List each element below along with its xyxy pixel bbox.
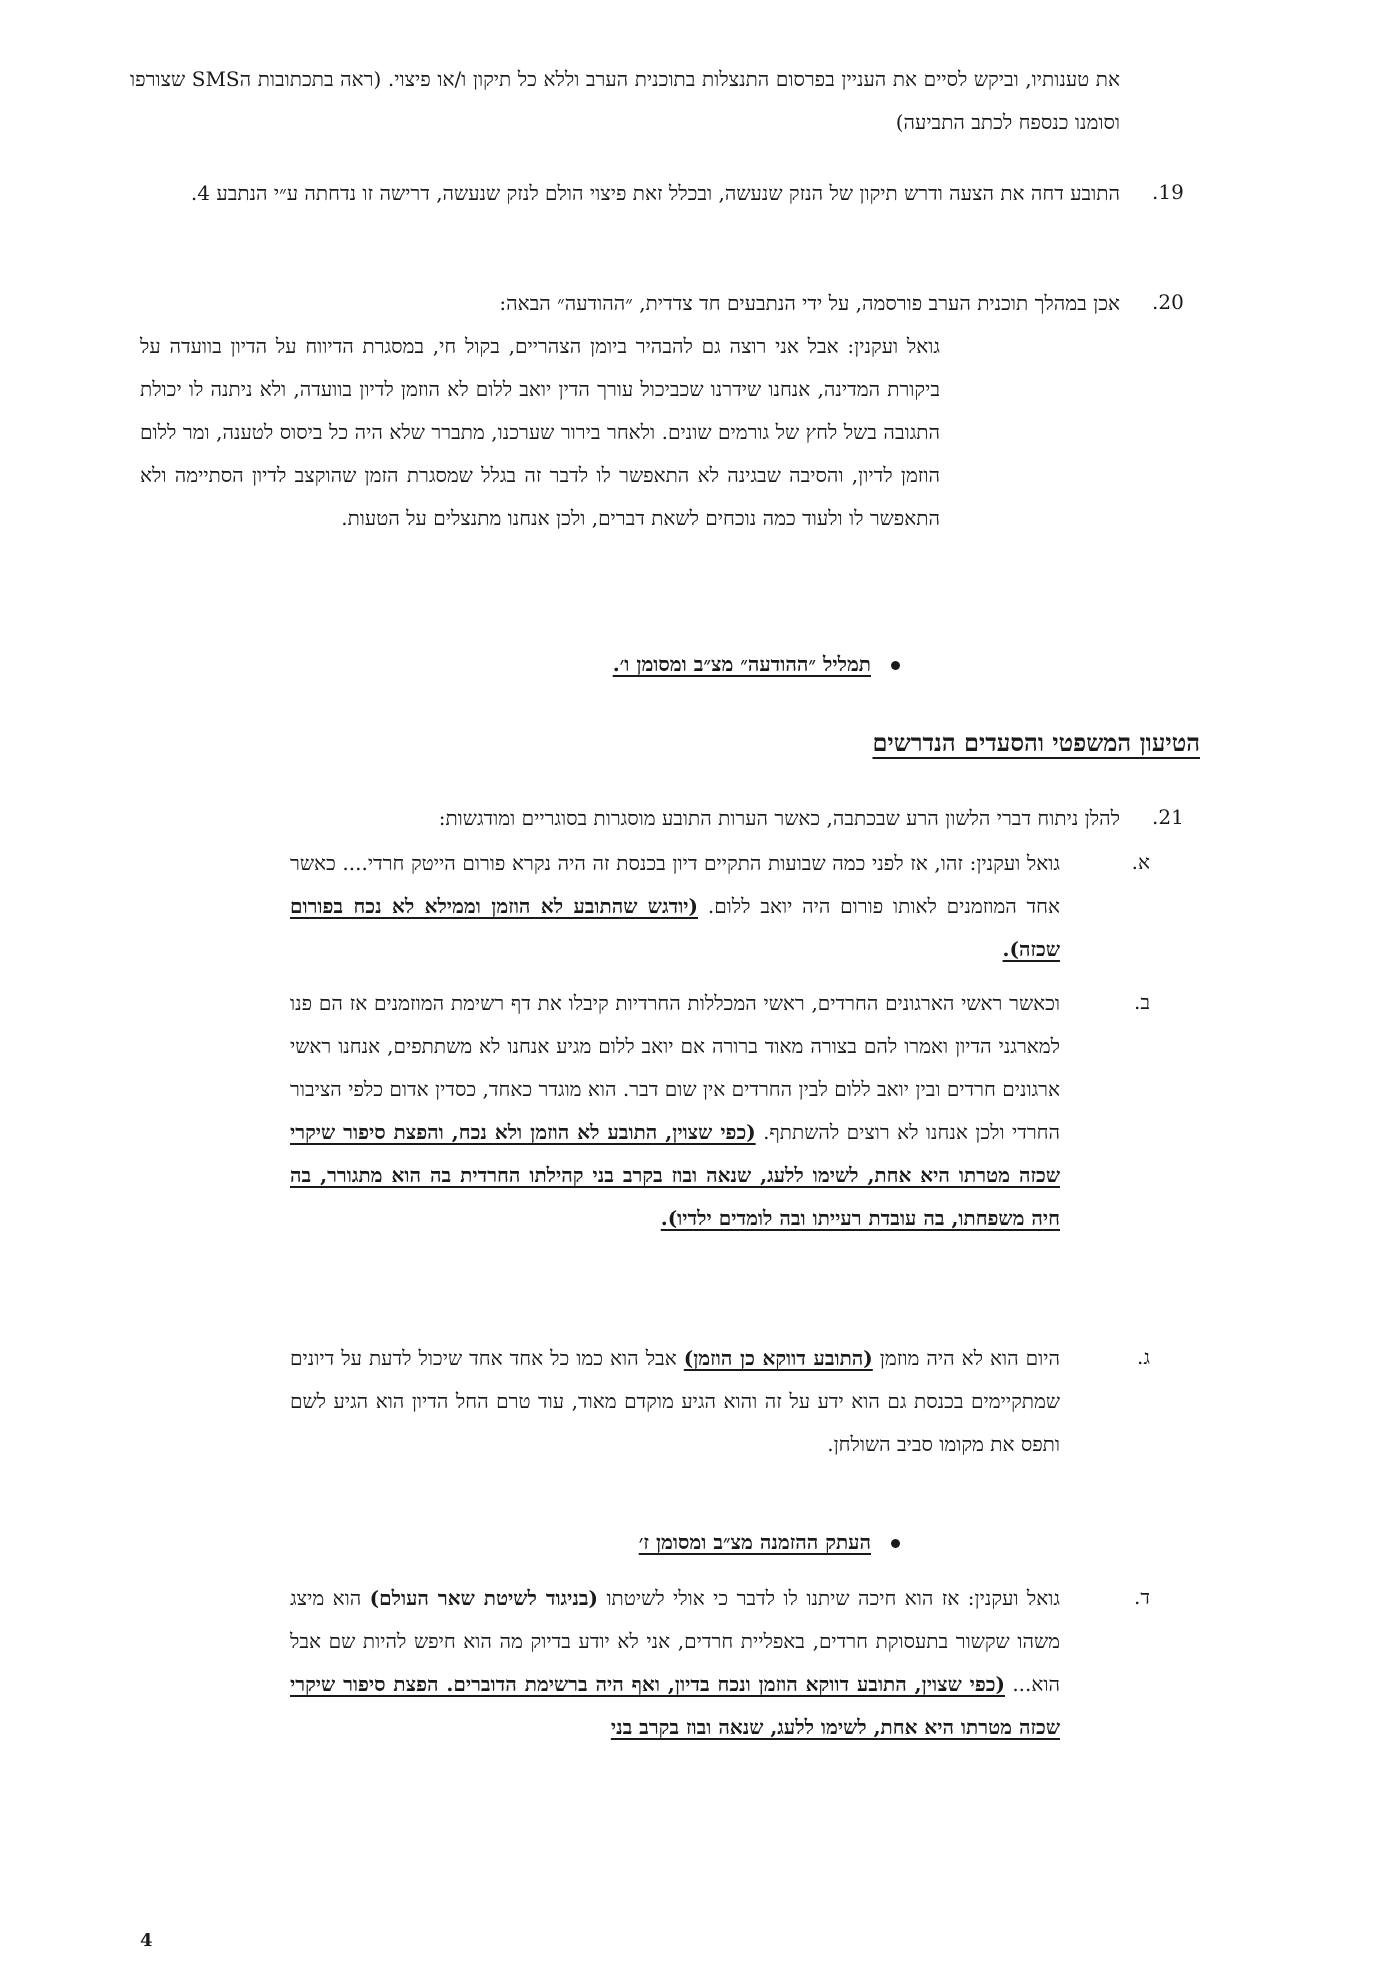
paragraph-19 bbox=[130, 172, 1120, 215]
paragraph-19-text: התובע דחה את הצעה ודרש תיקון של הנזק שנעשה, ובכלל זאת פיצוי הולם לנזק שנעשה, דרישה זו נדחתה ע״י הנתבע 4. bbox=[190, 181, 1120, 205]
bullet-invitation bbox=[639, 1530, 900, 1555]
sub-item-d bbox=[290, 1577, 1060, 1749]
sub-c-text-before: היום הוא לא היה מוזמן bbox=[879, 1346, 1060, 1370]
sub-a-emphasis: (יודגש שהתובע לא הוזמן וממילא לא נכח בפורום שכזה). bbox=[290, 894, 1060, 961]
paragraph-20-text: אכן במהלך תוכנית הערב פורסמה, על ידי הנתבעים חד צדדית, ״ההודעה״ הבאה: bbox=[499, 291, 1120, 315]
bullet-transcript bbox=[613, 652, 900, 677]
sub-a-text: גואל ועקנין: זהו, אז לפני כמה שבועות התקיים דיון בכנסת זה היה נקרא פורום הייטק חרדי.... כאשר אחד המוזמנים לאותו פורום היה יואב ללום. bbox=[290, 851, 1061, 918]
sub-letter-a: א. bbox=[1131, 850, 1150, 874]
section-heading: הטיעון המשפטי והסעדים הנדרשים bbox=[872, 728, 1200, 757]
sub-item-c bbox=[290, 1337, 1060, 1466]
sub-letter-b: ב. bbox=[1134, 990, 1150, 1014]
page-number: 4 bbox=[140, 1930, 153, 1951]
bullet-transcript-text: תמליל ״ההודעה״ מצ״ב ומסומן ו׳. bbox=[612, 652, 871, 676]
paragraph-number-19: .19 bbox=[1152, 180, 1184, 204]
sub-d-text-before: גואל ועקנין: אז הוא חיכה שיתנו לו לדבר כי אולי לשיטתו bbox=[606, 1586, 1060, 1610]
bullet-dot bbox=[891, 661, 900, 670]
sub-c-emphasis: (התובע דווקא כן הוזמן) bbox=[683, 1346, 873, 1370]
bullet-dot bbox=[891, 1539, 900, 1548]
sub-letter-c: ג. bbox=[1137, 1345, 1150, 1369]
sub-d-emphasis-1: (בניגוד לשיטת שאר העולם) bbox=[369, 1586, 599, 1610]
intro-paragraph bbox=[130, 58, 1120, 144]
sub-b-emphasis: (כפי שצוין, התובע לא הוזמן ולא נכח, והפצת סיפור שיקרי שכזה מטרתו היא אחת, לשימו ללעג, שנאה ובוז בקרב בני קהילתו החרדית בה הוא מתגורר, בה חיה משפחתו, בה עובדת רעייתו ובה לומדים ילדיו). bbox=[290, 1120, 1060, 1230]
sub-item-b bbox=[290, 982, 1060, 1240]
paragraph-21-text: להלן ניתוח דברי הלשון הרע שבכתבה, כאשר הערות התובע מוסגרות בסוגריים ומודגשות: bbox=[438, 806, 1120, 830]
paragraph-number-20: .20 bbox=[1152, 290, 1184, 314]
sub-d-emphasis-2: (כפי שצוין, התובע דווקא הוזמן ונכח בדיון, ואף היה ברשימת הדוברים. הפצת סיפור שיקרי שכזה מטרתו היא אחת, לשימו ללעג, שנאה ובוז בקרב בני bbox=[290, 1672, 1060, 1739]
paragraph-20-intro bbox=[130, 282, 1120, 325]
sub-d-text-middle: הוא מיצג משהו שקשור בתעסוקת חרדים, באפליית חרדים, אני לא יודע בדיוק מה הוא חיפש להיות שם אבל הוא... bbox=[290, 1586, 1061, 1696]
quote-text: גואל ועקנין: אבל אני רוצה גם להבהיר ביומן הצהריים, בקול חי, במסגרת הדיווח על הדיון בוועדה על ביקורת המדינה, אנחנו שידרנו שכביכול עורך הדין יואב ללום לא הוזמן לדיון בוועדה, ולא ניתנה לו יכולת התגובה בשל לחץ של גורמים שונים. ולאחר בירור שערכנו, מתברר שלא היה כל ביסוס לטענה, ומר ללום הוזמן לדיון, והסיבה שבגינה לא התאפשר לו לדבר זה בגלל שמסגרת הזמן שהוקצב לדיון הסתיימה ולא התאפשר לו ולעוד כמה נוכחים לשאת דברים, ולכן אנחנו מתנצלים על הטעות. bbox=[140, 334, 940, 530]
paragraph-20-quote bbox=[140, 325, 940, 540]
intro-text: את טענותיו, וביקש לסיים את העניין בפרסום התנצלות בתוכנית הערב וללא כל תיקון ו/או פיצוי. (ראה בתכתובות הSMS שצורפו וסומנו כנספח לכתב התביעה) bbox=[130, 67, 1120, 134]
sub-b-text: וכאשר ראשי הארגונים החרדים, ראשי המכללות החרדיות קיבלו את דף רשימת המוזמנים אז הם פנו למארגני הדיון ואמרו להם בצורה מאוד ברורה אם יואב ללום מגיע אנחנו לא משתתפים, אנחנו ראשי ארגונים חרדים ובין יואב ללום לבין החרדים אין שום דבר. הוא מוגדר כאחד, כסדין אדום כלפי הציבור החרדי ולכן אנחנו לא רוצים להשתתף. bbox=[290, 991, 1060, 1144]
sub-item-a bbox=[290, 842, 1060, 971]
sub-letter-d: ד. bbox=[1134, 1585, 1150, 1609]
paragraph-21-intro bbox=[120, 797, 1120, 840]
bullet-invitation-text: העתק ההזמנה מצ״ב ומסומן ז׳ bbox=[638, 1530, 871, 1554]
paragraph-number-21: .21 bbox=[1152, 805, 1184, 829]
sub-c-text-after: אבל הוא כמו כל אחד אחד שיכול לדעת על דיונים שמתקיימים בכנסת גם הוא ידע על זה והוא הגיע מוקדם מאוד, עוד טרם החל הדיון הוא הגיע לשם ותפס את מקומו סביב השולחן. bbox=[290, 1346, 1060, 1456]
